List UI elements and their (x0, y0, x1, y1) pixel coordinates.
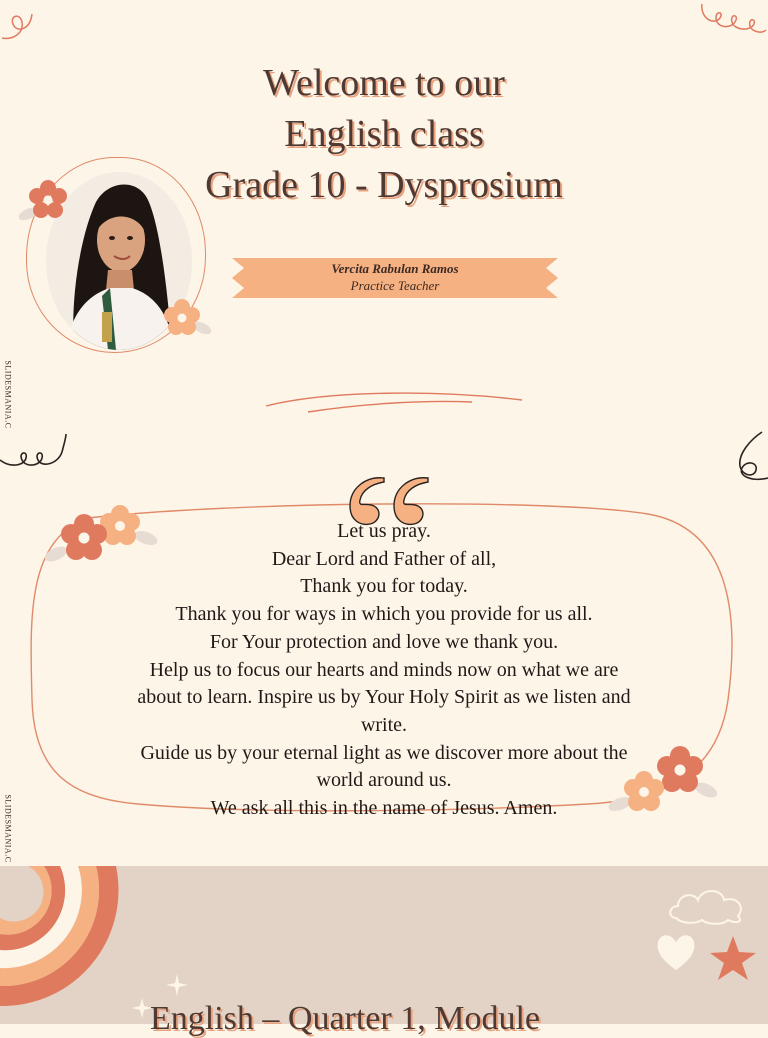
teacher-role: Practice Teacher (350, 278, 440, 293)
watermark: SLIDESMANIA.C (3, 360, 13, 429)
prayer-line: about to learn. Inspire us by Your Holy Spirit as we listen and (137, 686, 631, 709)
flower-icon (16, 174, 76, 226)
swirl-icon (696, 0, 768, 40)
prayer-line: write. (360, 713, 408, 736)
prayer-line: Dear Lord and Father of all, (271, 547, 497, 570)
prayer-line: We ask all this in the name of Jesus. Amen. (210, 797, 558, 820)
watermark: SLIDESMANIA.C (3, 794, 13, 863)
page-title (150, 58, 618, 211)
prayer-text (88, 518, 680, 823)
rainbow-icon (0, 866, 120, 1006)
prayer-line: world around us. (316, 769, 452, 792)
star-icon (708, 934, 758, 984)
prayer-line: Thank you for ways in which you provide for us all. (175, 603, 593, 626)
teacher-name: Vercita Rabulan Ramos (331, 261, 459, 276)
title-line: Grade 10 - Dysprosium (205, 164, 563, 206)
prayer-line: Let us pray. (337, 520, 431, 542)
title-line: English class (284, 113, 484, 155)
prayer-line: Help us to focus our hearts and minds now on what we are (149, 658, 619, 681)
prayer-line: Guide us by your eternal light as we discover more about the (140, 741, 628, 764)
sparkle-icon (166, 974, 188, 996)
cloud-icon (666, 882, 750, 926)
divider-lines (260, 386, 530, 416)
flower-icon (158, 294, 214, 342)
prayer-line: Thank you for today. (300, 575, 468, 598)
title-line: Welcome to our (263, 62, 505, 104)
swirl-icon (0, 428, 70, 473)
sparkle-icon (132, 998, 152, 1018)
heart-icon (654, 930, 698, 972)
swirl-icon (732, 430, 768, 485)
prayer-line: For Your protection and love we thank you. (209, 630, 559, 653)
swirl-icon (0, 0, 40, 50)
teacher-info (232, 260, 558, 294)
module-title: English – Quarter 1, Module (150, 1000, 540, 1037)
